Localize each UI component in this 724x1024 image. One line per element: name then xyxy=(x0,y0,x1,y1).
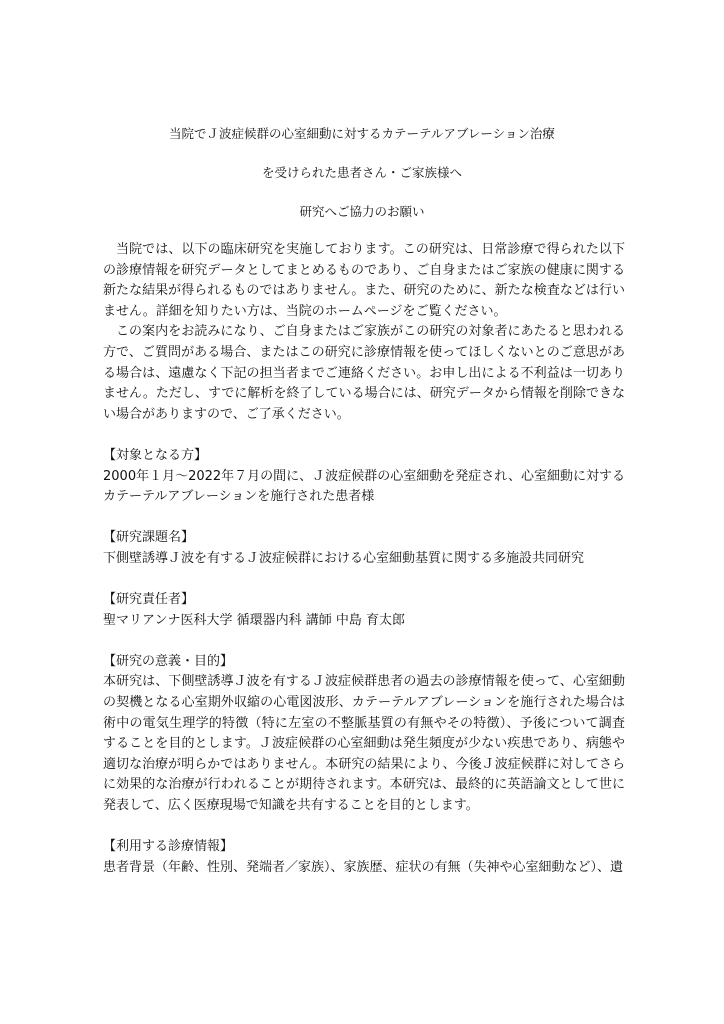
document-body xyxy=(103,240,625,878)
section-body: 2000年１月～2022年７月の間に、Ｊ波症候群の心室細動を発症され、心室細動に対するカテーテルアブレーションを施行された患者様 xyxy=(103,468,625,505)
section-medical-information xyxy=(103,837,625,878)
section-body: 患者背景（年齢、性別、発端者／家族）、家族歴、症状の有無（失神や心室細動など）、遺 xyxy=(103,859,624,875)
section-body: 下側壁誘導Ｊ波を有するＪ波症候群における心室細動基質に関する多施設共同研究 xyxy=(103,550,585,566)
document-title xyxy=(0,124,724,222)
section-study-title xyxy=(103,528,625,569)
section-heading: 【研究責任者】 xyxy=(103,592,195,608)
section-significance-purpose xyxy=(103,652,625,817)
section-heading: 【研究課題名】 xyxy=(103,530,195,546)
section-heading: 【研究の意義・目的】 xyxy=(103,653,234,669)
title-line-3: 研究へご協力のお願い xyxy=(299,204,425,219)
section-body: 聖マリアンナ医科大学 循環器内科 講師 中島 育太郎 xyxy=(103,612,406,628)
section-target-subjects xyxy=(103,446,625,508)
title-line-2: を受けられた患者さん・ご家族様へ xyxy=(261,165,462,180)
section-heading: 【利用する診療情報】 xyxy=(103,839,234,855)
section-body: 本研究は、下側壁誘導Ｊ波を有するＪ波症候群患者の過去の診療情報を使って、心室細動の契機となる心室期外収縮の心電図波形、カテーテルアブレーションを施行された場合は術中の電気生理学的特徴（特に左室の不整脈基質の有無やその特徴）、予後について調査することを目的とします。Ｊ波症候群の心室細動は発生頻度が少ない疾患であり、病態や適切な治療が明らかではありません。本研究の結果により、今後Ｊ波症候群に対してさらに効果的な治療が行われることが期待されます。本研究は、最終的に英語論文として世に発表して、広く医療現場で知識を共有することを目的とします。 xyxy=(103,674,625,814)
intro-paragraph-2: この案内をお読みになり、ご自身またはご家族がこの研究の対象者にあたると思われる方で、ご質問がある場合、またはこの研究に診療情報を使ってほしくないとのご意思がある場合は、遠慮なく下記の担当者までご連絡ください。お申し出による不利益は一切ありません。ただし、すでに解析を終了している場合には、研究データから情報を削除できない場合がありますので、ご了承ください。 xyxy=(103,324,625,422)
intro-paragraph-1: 当院では、以下の臨床研究を実施しております。この研究は、日常診療で得られた以下の診療情報を研究データとしてまとめるものであり、ご自身またはご家族の健康に関する新たな結果が得られるものではありません。また、研究のために、新たな検査などは行いません。詳細を知りたい方は、当院のホームページをご覧ください。 xyxy=(103,242,625,319)
section-principal-investigator xyxy=(103,590,625,631)
title-line-1: 当院でＪ波症候群の心室細動に対するカテーテルアブレーション治療 xyxy=(169,126,555,141)
section-heading: 【対象となる方】 xyxy=(103,447,208,463)
